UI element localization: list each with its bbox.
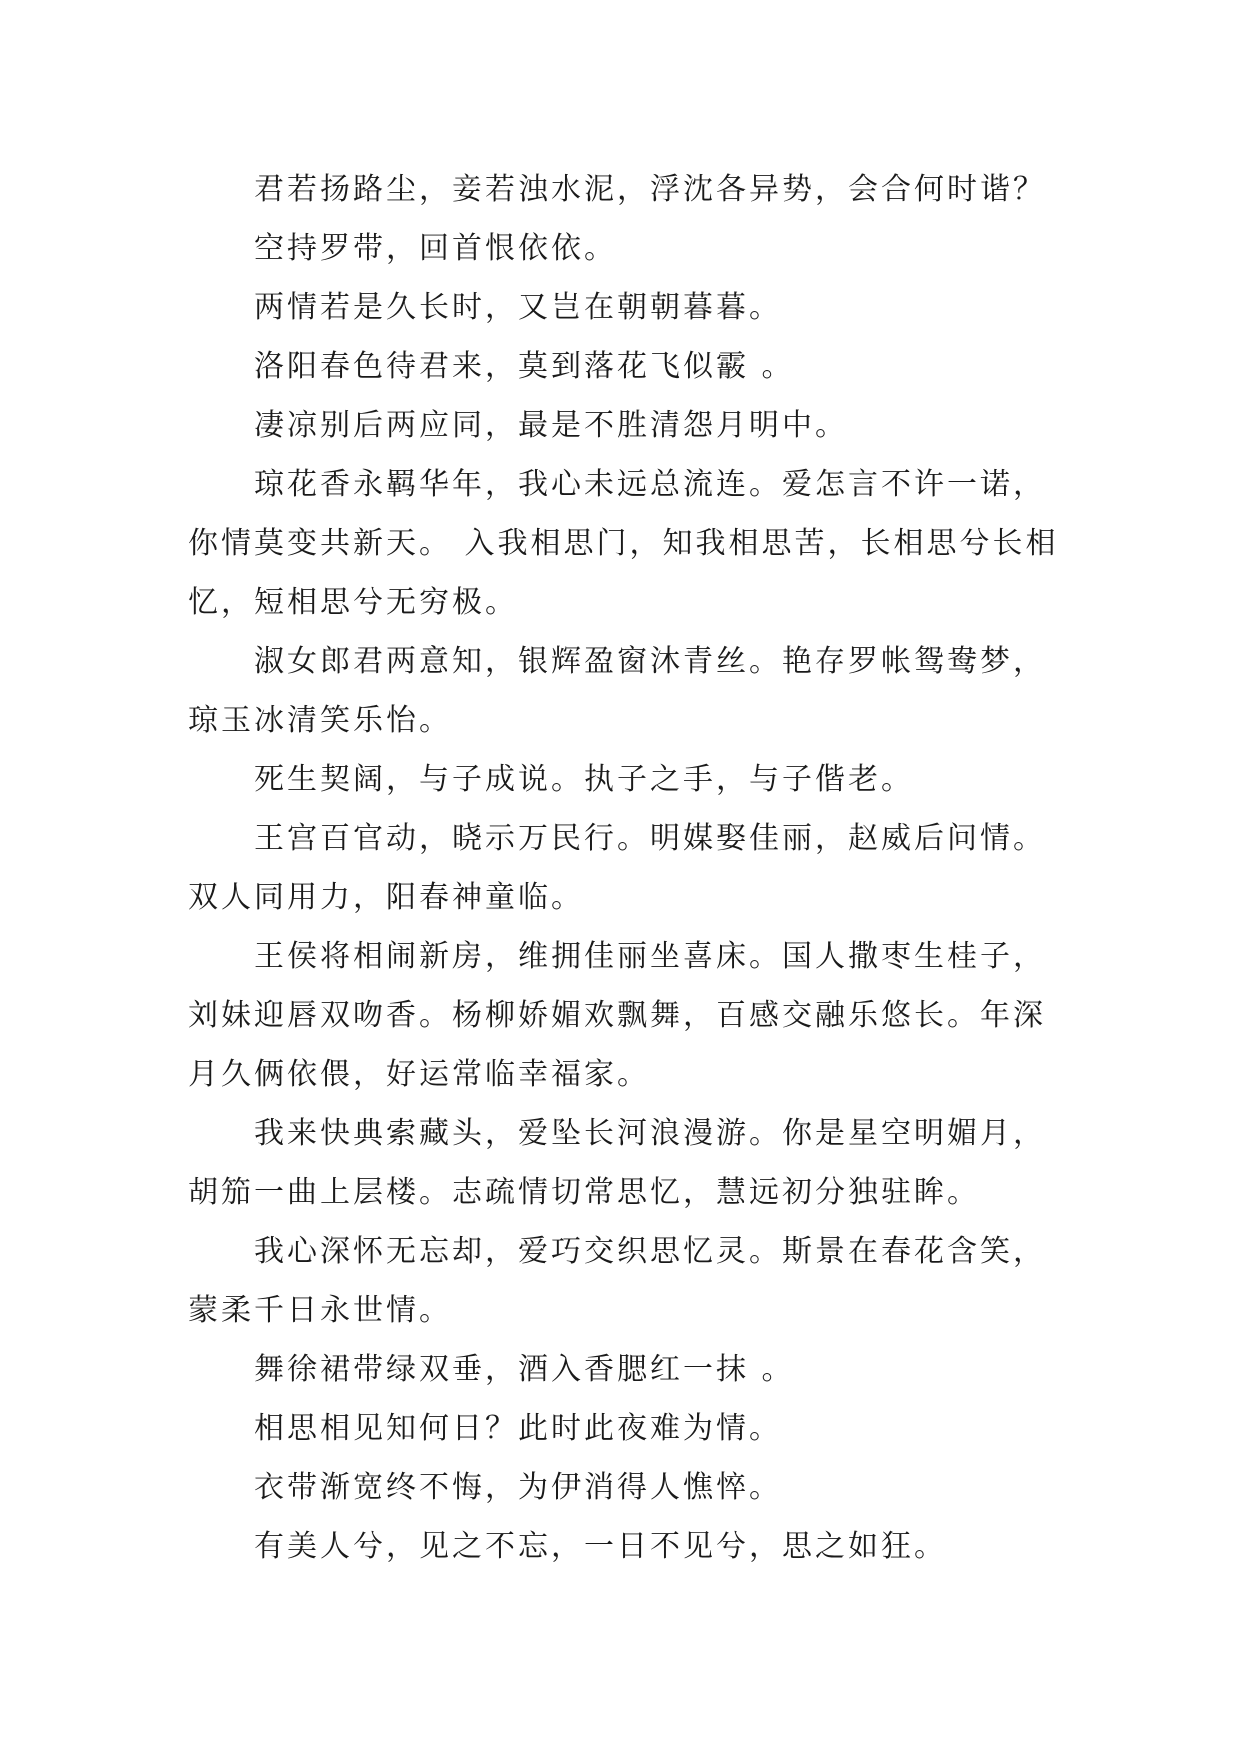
paragraph: 衣带渐宽终不悔，为伊消得人憔悴。 bbox=[254, 1470, 782, 1505]
paragraph: 淑女郎君两意知，银辉盈窗沐青丝。艳存罗帐鸳鸯梦，琼玉冰清笑乐怡。 bbox=[188, 644, 1046, 738]
paragraph: 舞徐裙带绿双垂，酒入香腮红一抹 。 bbox=[254, 1352, 795, 1387]
paragraph: 相思相见知何日？此时此夜难为情。 bbox=[254, 1411, 782, 1446]
paragraph: 我心深怀无忘却，爱巧交织思忆灵。斯景在春花含笑，蒙柔千日永世情。 bbox=[188, 1234, 1046, 1328]
paragraph: 两情若是久长时，又岂在朝朝暮暮。 bbox=[254, 290, 782, 325]
paragraph: 死生契阔，与子成说。执子之手，与子偕老。 bbox=[254, 762, 914, 797]
paragraph: 洛阳春色待君来，莫到落花飞似霰 。 bbox=[254, 349, 795, 384]
paragraph: 空持罗带，回首恨依依。 bbox=[254, 231, 617, 266]
paragraph: 有美人兮，见之不忘，一日不见兮，思之如狂。 bbox=[254, 1529, 947, 1564]
paragraph: 君若扬路尘，妾若浊水泥，浮沈各异势，会合何时谐？ bbox=[254, 172, 1046, 207]
paragraph: 王宫百官动，晓示万民行。明媒娶佳丽，赵威后问情。双人同用力，阳春神童临。 bbox=[188, 821, 1046, 915]
paragraph: 凄凉别后两应同，最是不胜清怨月明中。 bbox=[254, 408, 848, 443]
paragraph: 我来快典索藏头，爱坠长河浪漫游。你是星空明媚月，胡笳一曲上层楼。志疏情切常思忆，慧远初分独驻眸。 bbox=[188, 1116, 1046, 1210]
paragraph: 琼花香永羁华年，我心未远总流连。爱怎言不许一诺，你情莫变共新天。 入我相思门，知我相思苦，长相思兮长相忆，短相思兮无穷极。 bbox=[188, 467, 1059, 620]
paragraph: 王侯将相闹新房，维拥佳丽坐喜床。国人撒枣生桂子，刘妹迎唇双吻香。杨柳娇媚欢飘舞，百感交融乐悠长。年深月久俩依偎，好运常临幸福家。 bbox=[188, 939, 1046, 1092]
document-body bbox=[188, 160, 1068, 1576]
